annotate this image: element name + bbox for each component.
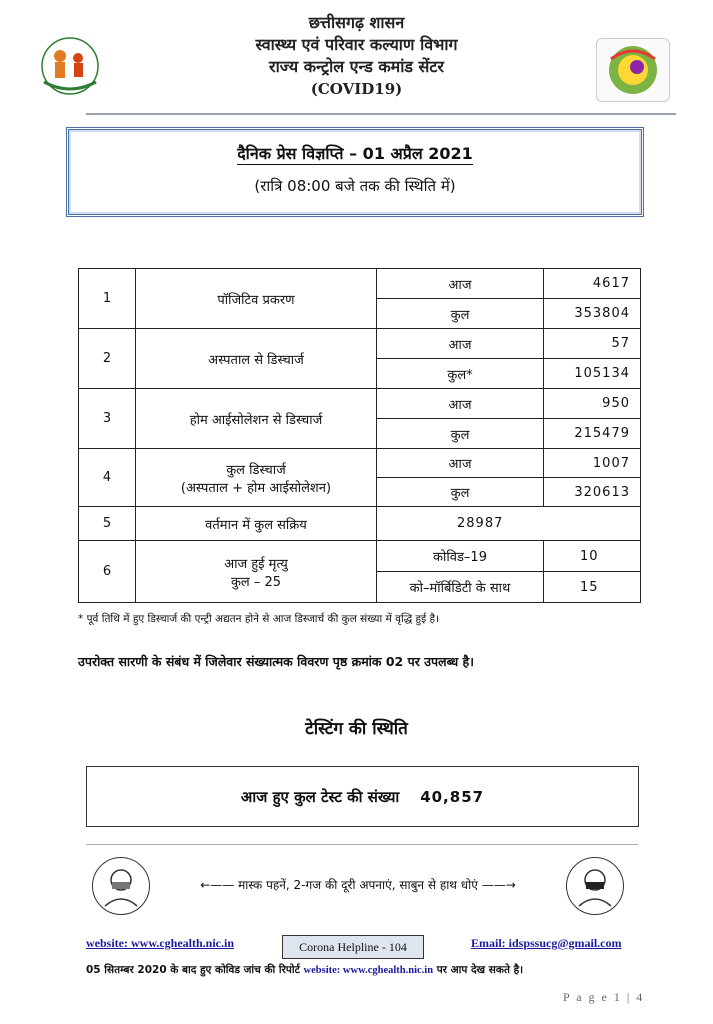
press-release-title-box xyxy=(66,127,644,217)
safety-slogan: ←—— मास्क पहनें, 2-गज की दूरी अपनाएं, साबुन से हाथ धोएं ——→ xyxy=(200,878,516,892)
row-description xyxy=(136,449,377,507)
row-number: 4 xyxy=(79,449,136,507)
sub-label: को–मॉर्बिडिटी के साथ xyxy=(377,572,544,603)
mask-person-icon-left xyxy=(92,857,150,915)
value-cell: 353804 xyxy=(544,299,641,329)
row-description-line-1: आज हुई मृत्यु xyxy=(224,556,288,572)
table-row xyxy=(79,541,641,572)
value-cell: 215479 xyxy=(544,419,641,449)
testing-label: आज हुए कुल टेस्ट की संख्या xyxy=(240,788,400,806)
sub-label: कुल xyxy=(377,478,544,507)
sub-label: आज xyxy=(377,329,544,359)
website-link[interactable]: website: www.cghealth.nic.in xyxy=(86,936,234,950)
table-row xyxy=(79,269,641,299)
report-note-prefix: 05 सितम्बर 2020 के बाद हुए कोविड जांच की रिपोर्ट xyxy=(86,964,300,976)
page-number: P a g e 1 | 4 xyxy=(563,990,645,1004)
stats-table xyxy=(78,268,641,603)
row-number: 6 xyxy=(79,541,136,603)
header-line-1: छत्तीसगढ़ शासन xyxy=(308,13,405,32)
row-description: पॉजिटिव प्रकरण xyxy=(136,269,377,329)
row-description xyxy=(136,541,377,603)
press-release-subtitle: (रात्रि 08:00 बजे तक की स्थिति में) xyxy=(254,177,456,195)
header xyxy=(150,12,563,100)
row-description: वर्तमान में कुल सक्रिय xyxy=(136,507,377,541)
mask-person-icon-right xyxy=(566,857,624,915)
report-note xyxy=(86,963,523,977)
sub-label: आज xyxy=(377,389,544,419)
value-cell: 10 xyxy=(544,541,641,572)
row-description-line-1: कुल डिस्चार्ज xyxy=(226,462,286,478)
testing-section-title: टेस्टिंग की स्थिति xyxy=(305,719,408,739)
header-line-3: राज्य कन्ट्रोल एन्ड कमांड सेंटर xyxy=(269,57,444,76)
value-cell: 950 xyxy=(544,389,641,419)
sub-label: कुल* xyxy=(377,359,544,389)
table-row xyxy=(79,389,641,419)
press-release-title: दैनिक प्रेस विज्ञप्ति – 01 अप्रैल 2021 xyxy=(237,144,473,163)
value-cell: 320613 xyxy=(544,478,641,507)
value-cell: 1007 xyxy=(544,449,641,478)
value-cell: 15 xyxy=(544,572,641,603)
row-number: 5 xyxy=(79,507,136,541)
footer-divider xyxy=(86,844,638,845)
row-description-line-2: कुल – 25 xyxy=(230,574,282,590)
report-website-link[interactable]: website: www.cghealth.nic.in xyxy=(303,965,434,976)
value-cell: 4617 xyxy=(544,269,641,299)
sub-label: कुल xyxy=(377,299,544,329)
table-row xyxy=(79,449,641,478)
district-detail-note: उपरोक्त सारणी के संबंध में जिलेवार संख्यात्मक विवरण पृष्ठ क्रमांक 02 पर उपलब्ध है। xyxy=(78,654,474,669)
sub-label: कुल xyxy=(377,419,544,449)
sub-label: कोविड–19 xyxy=(377,541,544,572)
row-description: अस्पताल से डिस्चार्ज xyxy=(136,329,377,389)
value-cell: 57 xyxy=(544,329,641,359)
value-cell: 28987 xyxy=(377,507,641,541)
header-divider xyxy=(86,113,676,115)
row-number: 1 xyxy=(79,269,136,329)
govt-logo xyxy=(30,34,110,104)
testing-count-box xyxy=(86,766,639,827)
sub-label: आज xyxy=(377,269,544,299)
email-link[interactable]: Email: idspssucg@gmail.com xyxy=(471,936,622,950)
sub-label: आज xyxy=(377,449,544,478)
row-number: 2 xyxy=(79,329,136,389)
report-note-suffix: पर आप देख सकते है। xyxy=(436,964,524,976)
row-description: होम आईसोलेशन से डिस्चार्ज xyxy=(136,389,377,449)
value-cell: 105134 xyxy=(544,359,641,389)
row-number: 3 xyxy=(79,389,136,449)
table-row xyxy=(79,507,641,541)
row-description-line-2: (अस्पताल + होम आईसोलेशन) xyxy=(180,480,332,496)
header-line-4: (COVID19) xyxy=(310,80,403,98)
helpline-box: Corona Helpline - 104 xyxy=(282,935,424,959)
testing-value: 40,857 xyxy=(420,788,485,806)
header-line-2: स्वास्थ्य एवं परिवार कल्याण विभाग xyxy=(255,35,458,54)
footnote: * पूर्व तिथि में हुए डिस्चार्ज की एन्ट्री अद्यतन होने से आज डिस्जार्च की कुल संख्या में वृद्धि हुई है। xyxy=(78,613,440,625)
right-logo xyxy=(596,38,670,102)
table-row xyxy=(79,329,641,359)
